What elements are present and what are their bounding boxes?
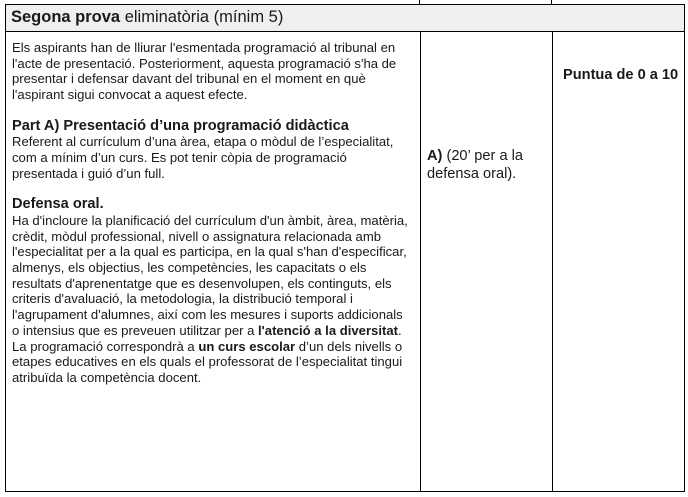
- intro-paragraph: Els aspirants han de lliurar l'esmentada programació al tribunal en l'acte de presentació. Posteriorment, aquesta programació s'ha de presentar i defensar davant del tribunal en el moment en què l'aspirant sigui convocat a aquest efecte.: [12, 40, 397, 103]
- description-cell: [12, 40, 412, 386]
- section-header: [5, 4, 685, 32]
- score-cell: Puntua de 0 a 10: [563, 67, 679, 83]
- section-title: Segona prova eliminatòria (mínim 5): [11, 8, 284, 26]
- defensa-text: Ha d'incloure la planificació del currículum d'un àmbit, àrea, matèria, crèdit, mòdul professional, nivell o assignatura relacionada amb l'especialitat per a la qual es participa, en la qual s'han d'especificar, almenys, els objectius, les competències, les capacitats o els resultats d'aprenentatge que es desenvolupen, els continguts, els criteris d'avaluació, la metodologia, la distribució temporal i l'agrupament d'alumnes, així com les mesures i suports addicionals o intensius que es preveuen utilitzar per a l'atenció a la diversitat.: [12, 212, 408, 338]
- column-divider: [420, 31, 421, 491]
- table-body: [5, 31, 685, 492]
- part-a-text: Referent al currículum d’una àrea, etapa o mòdul de l’especialitat, com a mínim d’un curs. Es pot tenir còpia de programació presentada i guió d’un full.: [12, 134, 394, 181]
- document-table: [5, 0, 687, 492]
- programacio-text: La programació correspondrà a un curs escolar d’un dels nivells o etapes educatives en els quals el professorat de l’especialitat tingui atribuïda la competència docent.: [12, 338, 403, 385]
- part-a-heading: Part A) Presentació d’una programació didàctica: [12, 117, 349, 134]
- defensa-heading: Defensa oral.: [12, 196, 104, 213]
- duration-cell: A) (20’ per a la defensa oral).: [427, 148, 523, 182]
- column-divider: [552, 31, 553, 491]
